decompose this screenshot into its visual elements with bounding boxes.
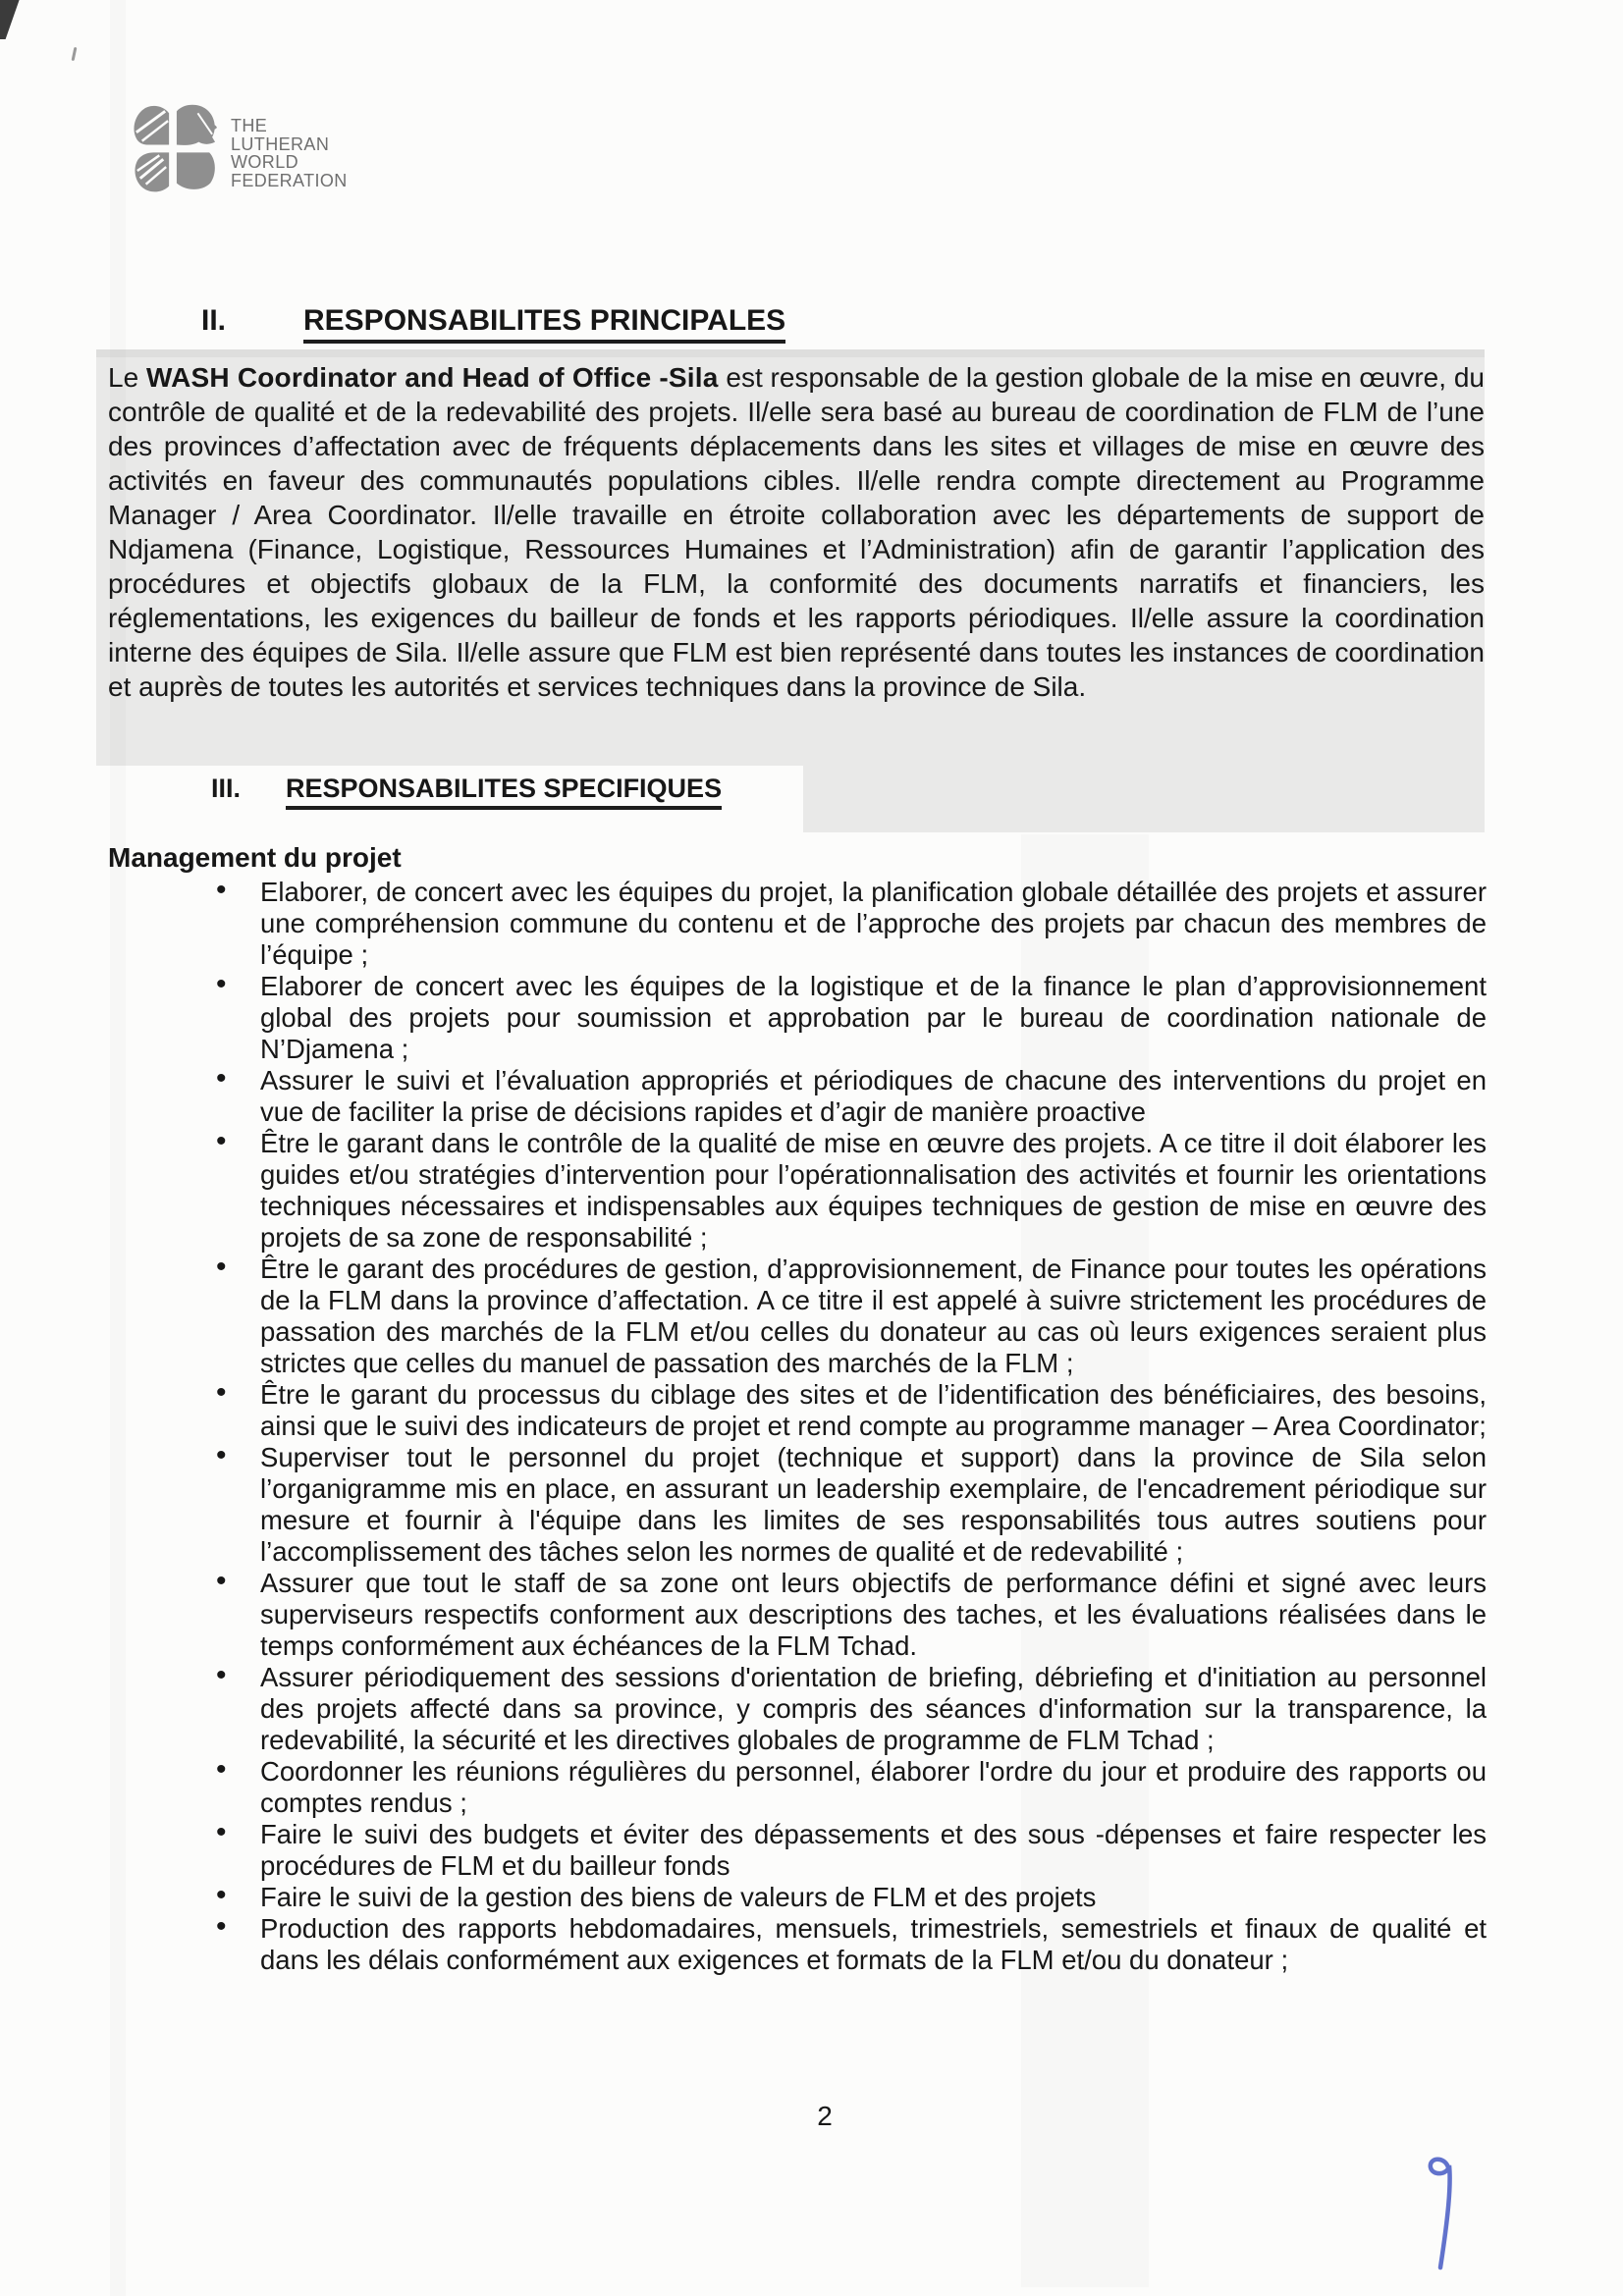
bullet-item: • Être le garant dans le contrôle de la qualité de mise en œuvre des projets. A ce titre il doit élaborer les guides et/ou stratégies d’intervention pour l’opérationnalisation des activités et fournir les orientations techniques nécessaires et indispensables aux équipes techniques de gestion de mise en œuvre des projets de sa zone de responsabilité ; bbox=[260, 1128, 1487, 1254]
scan-corner-artifact bbox=[0, 0, 27, 39]
bullet-item: • Faire le suivi des budgets et éviter des dépassements et des sous -dépenses et faire respecter les procédures de FLM et du bailleur fonds bbox=[260, 1819, 1487, 1882]
bullet-item: • Elaborer, de concert avec les équipes du projet, la planification globale détaillée des projets et assurer une compréhension commune du contenu et de l’approche des projets par chacun des membres de l’équipe ; bbox=[260, 877, 1487, 971]
intro-paragraph bbox=[108, 360, 1485, 704]
bullet-item: • Être le garant des procédures de gestion, d’approvisionnement, de Finance pour toutes les opérations de la FLM dans la province d’affectation. A ce titre il est appelé à suivre strictement les procédures de passation des marchés de la FLM et/ou celles du donateur au cas où leurs exigences seraient plus strictes que celles du manuel de passation des marchés de la FLM ; bbox=[260, 1254, 1487, 1379]
section-number: III. bbox=[211, 774, 242, 803]
lwf-logo bbox=[131, 101, 348, 193]
logo-line: WORLD bbox=[231, 152, 298, 172]
pen-scribble-mark bbox=[1419, 2146, 1478, 2278]
logo-line: THE bbox=[231, 116, 268, 135]
bullet-item: • Assurer le suivi et l’évaluation appropriés et périodiques de chacune des interventions du projet en vue de faciliter la prise de décisions rapides et d’agir de manière proactive bbox=[260, 1065, 1487, 1128]
bullet-item: • Coordonner les réunions régulières du personnel, élaborer l'ordre du jour et produire des rapports ou comptes rendus ; bbox=[260, 1756, 1487, 1819]
scan-shading-band bbox=[803, 765, 1485, 832]
scan-speck-artifact bbox=[72, 47, 78, 61]
intro-body: est responsable de la gestion globale de la mise en œuvre, du contrôle de qualité et de la redevabilité des projets. Il/elle sera basé au bureau de coordination de FLM de l’une des provinces d’affectation avec de fréquents déplacements dans les sites et villages de mise en œuvre des activités en faveur des communautés populations cibles. Il/elle rendra compte directement au Programme Manager / Area Coordinator. Il/elle travaille en étroite collaboration avec les départements de support de Ndjamena (Finance, Logistique, Ressources Humaines et l’Administration) afin de garantir l’application des procédures et objectifs globaux de la FLM, la conformité des documents narratifs et financiers, les réglementations, les exigences du bailleur de fonds et les rapports périodiques. Il/elle assure la coordination interne des équipes de Sila. Il/elle assure que FLM est bien représenté dans toutes les instances de coordination et auprès de toutes les autorités et services techniques dans la province de Sila. bbox=[108, 362, 1485, 702]
lwf-cross-dove-hand-icon bbox=[131, 101, 217, 193]
bullet-item: • Assurer périodiquement des sessions d'orientation de briefing, débriefing et d'initiation au personnel des projets affecté dans sa province, y compris des séances d'information sur la transparence, la redevabilité, la sécurité et les directives globales de programme de FLM Tchad ; bbox=[260, 1662, 1487, 1756]
bullet-item: • Assurer que tout le staff de sa zone ont leurs objectifs de performance défini et signé avec leurs superviseurs respectifs conforment aux descriptions des taches, et les évaluations réalisées dans le temps conformément aux échéances de la FLM Tchad. bbox=[260, 1568, 1487, 1662]
bullet-item: • Production des rapports hebdomadaires, mensuels, trimestriels, semestriels et finaux de qualité et dans les délais conformément aux exigences et formats de la FLM et/ou du donateur ; bbox=[260, 1913, 1487, 1976]
bullet-item: • Elaborer de concert avec les équipes de la logistique et de la finance le plan d’approvisionnement global des projets pour soumission et approbation par le bureau de coordination nationale de N’Djamena ; bbox=[260, 971, 1487, 1065]
job-title-bold: WASH Coordinator and Head of Office -Sila bbox=[145, 362, 719, 393]
logo-line: LUTHERAN bbox=[231, 133, 330, 154]
bullet-item: • Superviser tout le personnel du projet (technique et support) dans la province de Sila selon l’organigramme mis en place, en assurant un leadership exemplaire, de l'encadrement périodique sur mesure et fournir à l'équipe dans les limites de ses responsabilités tous autres soutiens pour l’accomplissement des tâches selon les normes de qualité et de redevabilité ; bbox=[260, 1442, 1487, 1568]
logo-line: FEDERATION bbox=[231, 170, 348, 190]
section-number: II. bbox=[201, 304, 227, 337]
intro-lead: Le bbox=[108, 362, 146, 393]
responsibilities-bullet-list bbox=[108, 877, 1487, 1976]
lwf-logo-wordmark bbox=[231, 117, 348, 189]
bullet-item: • Être le garant du processus du ciblage des sites et de l’identification des bénéficiaires, des besoins, ainsi que le suivi des indicateurs de projet et rend compte au programme manager – Area Coordinator; bbox=[260, 1379, 1487, 1442]
section-title: RESPONSABILITES PRINCIPALES bbox=[303, 304, 785, 344]
section-principales-heading bbox=[201, 304, 785, 338]
bullet-item: • Faire le suivi de la gestion des biens de valeurs de FLM et des projets bbox=[260, 1882, 1487, 1913]
page-number: 2 bbox=[817, 2101, 833, 2131]
section-specifiques-heading bbox=[211, 774, 722, 804]
management-subheading: Management du projet bbox=[108, 842, 402, 873]
section-title: RESPONSABILITES SPECIFIQUES bbox=[286, 774, 722, 810]
